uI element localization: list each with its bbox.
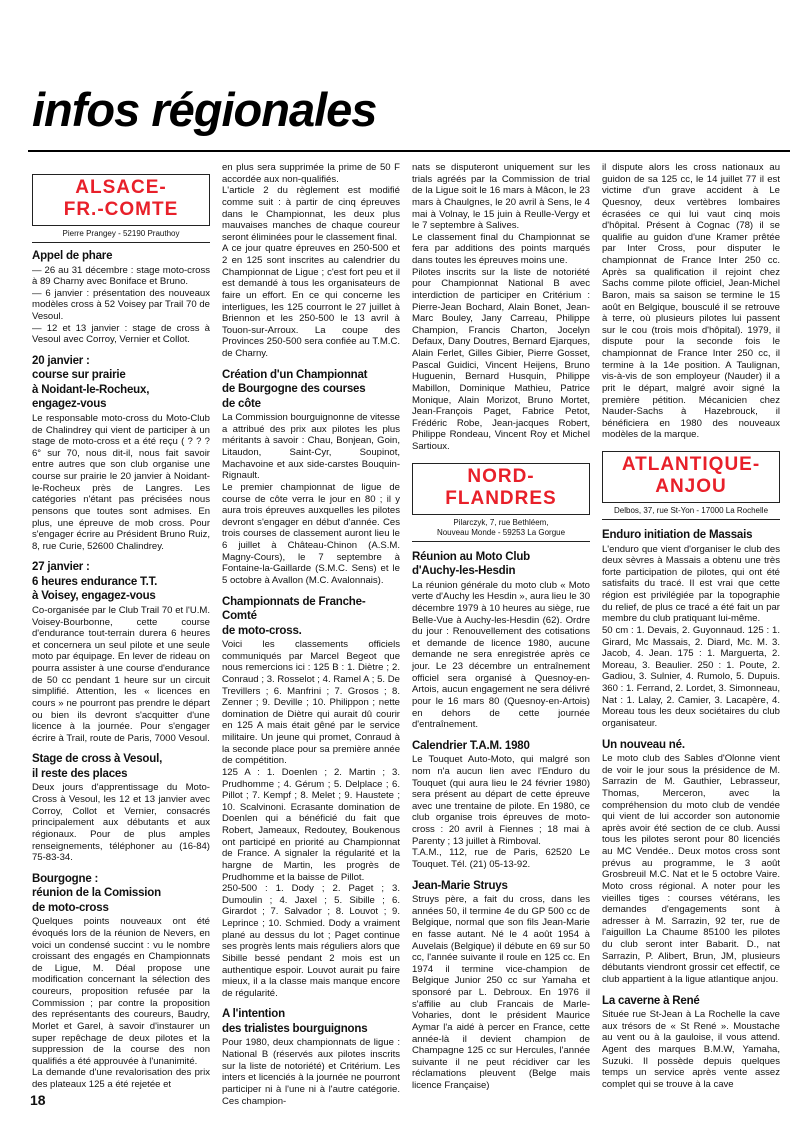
article-heading: Championnats de Franche-Comté de moto-cross. bbox=[222, 595, 366, 637]
article-heading: Réunion au Moto Club d'Auchy-les-Hesdin bbox=[412, 550, 531, 578]
article-text: La demande d'une revalorisation des prix des plateaux 125 a été rejetée et bbox=[32, 1067, 210, 1090]
article-text: il dispute alors les cross nationaux au guidon de sa 125 cc, le 14 juillet 77 il est victime d'un grave accident à Le Quesnoy, deux vertèbres lombaires écrasées ce qui lui vaut cinq mois d'hôpital. Présent à Cognac (78) il se qualifie au guidon d'une Kramer prêtée par Inter Cross, pour disputer le championnat de France Inter 250 cc. Après sa qualification il rejoint chez Sachs comme pilote officiel, Jean-Michel Baron, mais sa saison se termine le 15 août en Belgique, bousculé il se retrouve à terre, où plusieurs pilotes lui passent sur le cou (trois mois d'hôpital). 1979, il dispute pour la seconde fois le championnat de France Inter 250 cc, il termine à la 14e position. A Taulignan, vis-à-vis de son employeur (Nauder) il a prit le départ, malgré avoir signé la première pétition. Mécanicien chez Nauder-Sachs à Hazebrouck, il bénéficiera en 1980 des nouveaux modèles de la marque. bbox=[602, 162, 780, 441]
title-rule bbox=[28, 150, 790, 152]
article-text: Le moto club des Sables d'Olonne vient de voir le jour sous la présidence de M. Sarrazin de M. Gauthier, Lebrasseur, Thomas, Merceron, avec la compréhension du moto club de vendée qui vient de lui accorder son autonomie après avoir été section de ce club. Aussi tous les pilotes seront pour 80 licenciés au MC Vendée.. Deux motos cross sont prévus au programme, le 3 août Grosbreuil M.C. Nat et le 5 octobre Vaire. Moto cross régional. A noter pour les vieilles tiges : courses vétérans, les demandes d'engagements sont à adresser à M. Sarrazin, 92 ter, rue de l'aiguillon La Chaume 85100 les pilotes du club seront inter Babarit. D., nat Sarrazin, P. Alibert, Brun, JM, plusieurs débutants viendront grossir cet effectif, ce club appartient à la ligue atlantique anjou. bbox=[602, 753, 780, 985]
article-heading: Stage de cross à Vesoul, il reste des places bbox=[32, 753, 163, 780]
article-text: nats se disputeront uniquement sur les trials agréés par la Commission de trial de la Ligue soit le 16 mars à Mâcon, le 23 mars à Chaulgnes, le 20 avril à Sens, le 4 mai à Volnay, le 15 juin à Reulle-Vergy et le 7 septembre à Salives. bbox=[412, 162, 590, 232]
article-text: Le responsable moto-cross du Moto-Club de Chalindrey qui vient de participer à un stage de moto-cross et a été reçu ( ? ? ? 6° sur 70, nous dit-il, nous fait savoir entre autres que son club organise une course sur prairie le 20 janvier à Noidant-le-Rocheux près de Langres. Les catégories n'étant pas précisées nous pensons que toutes sont admises. En plus, une épreuve de mob cross. Pour s'engager écrire au Président Bruno Ruiz, 8, rue Curie, 52600 Chalindrey. bbox=[32, 412, 210, 552]
column-3 bbox=[412, 162, 590, 1092]
article-text: Pilotes inscrits sur la liste de notoriété pour Championnat National B avec interdiction de participer en Critérium : Pierre-Jean Bochard, Alain Bonet, Jean-Marc Bouley, Jany Carreau, Philippe Champion, Francis Charton, Jocelyn Defaux, Dany Doutres, Bernard Ejarques, Alain Ferlet, Gilles Gibier, Pierre Gosset, Pascal Guidici, Vincent Heijens, Bruno Huguenin, Bernard Husquin, Philippe Mabillon, Dominique Mathieu, Patrice Monique, Alain Morizot, Bruno Mortet, Jean-François Paget, Fabrice Petot, Frédéric Robe, Jean-jacques Robert, Philippe Rondeau, Vincent Roy et Michel Sartioux. bbox=[412, 266, 590, 452]
article-text: T.A.M., 112, rue de Paris, 62520 Le Touquet. Tél. (21) 05-13-92. bbox=[412, 847, 590, 870]
region-name-line-1: NORD- bbox=[467, 465, 535, 487]
article-text: Le Touquet Auto-Moto, qui malgré son nom n'a aucun lien avec l'Enduro du Touquet (qui aura lieu le 24 février 1980) sera présent au départ de cette épreuve avec une trentaine de pilote. En 1980, ce club organise trois épreuves de moto-cross : 20 avril à Fiennes ; 18 mai à Parenty ; 13 juillet à Rimboval. bbox=[412, 754, 590, 847]
article-text: La Commission bourguignonne de vitesse a attribué des prix aux pilotes les plus méritants à savoir : Chau, Bonjean, Goin, Litaudon, Saint-Cyr, Soupinot, Machavoine et aux side-carstes Bouquin-Rignault. bbox=[222, 412, 400, 482]
page-number: 18 bbox=[30, 1092, 46, 1108]
region-address: Pilarczyk, 7, rue Bethléem, Nouveau Monde - 59253 La Gorgue bbox=[412, 514, 590, 542]
article-text: — 26 au 31 décembre : stage moto-cross à 89 Charny avec Boniface et Bruno. bbox=[32, 264, 210, 288]
region-address: Pierre Prangey - 52190 Prauthoy bbox=[32, 225, 210, 243]
article-text: La réunion générale du moto club « Moto verte d'Auchy les Hesdin », aura lieu le 30 décembre 1979 à 10 heures au siège, rue Belle-Vue à Auchy-les-Hesdin (62). Ordre du jour : Renouvellement des cotisations et demande de licence 1980, aucune demande ne sera enregistrée après ce jour. Le 23 décembre un entraînement officiel sera organisé à Quesnoy-en-Artois, aucun engagement ne sera délivré pour le 16 mars 80 (Quesnoy-en-Artois) en dehors de cette journée d'entraînement. bbox=[412, 579, 591, 731]
article-text: L'article 2 du règlement est modifié comme suit : à partir de cinq épreuves dans le Championnat, les deux plus mauvaises manches de chaque coureur seront éliminées pour le classement final. bbox=[222, 185, 400, 243]
article-text: 125 A : 1. Doenlen ; 2. Martin ; 3. Prudhomme ; 4. Gérum ; 5. Delplace ; 6. Pillot ; 7. Kempf ; 8. Melet ; 9. Haustete ; 10. Scalvinoni. Ecrasante domination de Doenlen qui a bénéficié du fait que Robert, Jameaux, Redoutey, Boukenous ont participé en priorité au Championnat de France. A signaler la régularité et la hargne de Martin, les progrès de Prudhomme et la baisse de Pillot. bbox=[222, 766, 400, 883]
article-text: — 6 janvier : présentation des nouveaux modèles cross à 52 Voisey par Trail 70 de Vesoul. bbox=[32, 287, 210, 322]
article-text: Le premier championnat de ligue de course de côte verra le jour en 80 ; il y aura trois épreuves auxquelles les pilotes devront s'engager en début d'année. Ces trois courses de classement auront lieu le 6 juillet à Château-Chinon (A.S.M. Magny-Cours), le 7 septembre à Fontaine-la-Gaillarde (S.M.C. Sens) et le 5 octobre à Avallon (M.C. Avalonnais). bbox=[222, 481, 400, 586]
article-heading: Création d'un Championnat de Bourgogne des courses de côte bbox=[222, 368, 368, 410]
page-title: infos régionales bbox=[32, 83, 377, 136]
region-name-line-1: ATLANTIQUE- bbox=[621, 454, 761, 475]
column-2 bbox=[222, 162, 400, 1107]
article-text: Située rue St-Jean à La Rochelle la cave aux trésors de « St René ». Moustache au vent ou à la gauloise, il vous attend. Agent des marques B.M.W, Yamaha, Suzuki. Il possède depuis quelques temps un service après vente assez complet qui se trouve à la cave bbox=[602, 1009, 780, 1090]
region-name-line-1: ALSACE- bbox=[75, 177, 167, 198]
region-name-line-2: FLANDRES bbox=[445, 487, 557, 509]
article-text: 250-500 : 1. Dody ; 2. Paget ; 3. Dumoulin ; 4. Jaxel ; 5. Sibille ; 6. Girardot ; 7. Salvador ; 8. Louvot ; 9. Leprince ; 10. Schmied. Dody a vraiment plané au dessus du lot ; Paget continue ses progrès lents mais réguliers alors que Sibille bessé pendant 2 mois est un authentique espoir. Louvot aurait pu faire mieux, il a la classe mais manque encore de régularité. bbox=[222, 883, 400, 999]
region-header-nord bbox=[412, 463, 590, 514]
article-heading: 27 janvier : 6 heures endurance T.T. à Voisey, engagez-vous bbox=[32, 561, 158, 603]
article-heading: Enduro initiation de Massais bbox=[602, 529, 753, 541]
article-heading: Appel de phare bbox=[32, 250, 113, 262]
article-text: en plus sera supprimée la prime de 50 F accordée aux non-qualifiés. bbox=[222, 162, 400, 185]
article-text: Co-organisée par le Club Trail 70 et l'U.M. Voisey-Bourbonne, cette course d'endurance tout-terrain durera 6 heures et concernera un seul pilote et une seule moto par équipage. En lever de rideau on pourra assister à une course d'endurance de 50 cc pendant 1 heure sur un circuit simplifié. Attention, les « licences en cours » ne pourront pas prendre le départ ou bien ils devront s'acquitter d'une licence à la journée. Pour s'engager écrire à Trail, route de Paris, 7000 Vesoul. bbox=[32, 604, 210, 744]
column-4 bbox=[602, 162, 780, 1090]
region-address: Delbos, 37, rue St-Yon - 17000 La Rochelle bbox=[602, 502, 780, 520]
column-1 bbox=[32, 162, 210, 1091]
article-heading: Jean-Marie Struys bbox=[412, 879, 508, 892]
article-heading: Bourgogne : réunion de la Comission de moto-cross bbox=[32, 872, 161, 914]
article-heading: A l'intention des trialistes bourguignons bbox=[222, 1008, 368, 1035]
article-heading: La caverne à René bbox=[602, 994, 700, 1007]
region-name-line-2: FR.-COMTE bbox=[63, 199, 179, 220]
region-header-alsace bbox=[32, 174, 210, 225]
article-text: Struys père, a fait du cross, dans les années 50, il termine 4e du GP 500 cc de Belgique, normal que son fils Jean-Marie en fasse autant. Né le 4 août 1954 à Auvelais (Belgique) il débute en 69 sur 50 cc, l'année suivante il roule en 125 cc. En 1974 il termine vice-champion de Belgique Junior 250 cc sur Yamaha et sponsoré par L. Debroux. En 1976 il s'affilie au club Francais de Marle-Voharies, dont le président Maurice Aymar l'a aidé à percer en France, cette année-là il devient champion de Champagne 125 cc sur Hercules, l'année suivante il ne peut récidiver car les réclamations pleuvent (Belge mais licence Française) bbox=[412, 894, 590, 1091]
article-text: 50 cm : 1. Devais, 2. Guyonnaud. 125 : 1. Girard, Mc Massais, 2. Diard, Mc. M. 3. Jacob, 4. Jean. 175 : 1. Marguerta, 2. Moreau, 3. Beaulier. 250 : 1. Poute, 2. Gadiou, 3. Sulnier, 4. Rumolo, 5. Dupuis. 360 : 1. Ferrand, 2. Lordet, 3. Simonneau, Nat : 1. Lalay, 2. Camier, 3. Lacapère, 4. Moreau tous les deux sociétaires du club organisateur. bbox=[602, 624, 780, 729]
article-text: A ce jour quatre épreuves en 250-500 et 2 en 125 sont inscrites au calendrier du Championnat de Ligue ; c'est fort peu et il est demandé à tous les organisateurs de faire un effort. En ce qui concerne les interligues, les 125 courront le 27 juillet à Briennon et les 250-500 le 13 avril à Touon-sur-Arroux. La coupe des Provinces 250-500 sera confiée au T.M.C. de Charny. bbox=[222, 243, 400, 359]
article-heading: 20 janvier : course sur prairie à Noidant-le-Rocheux, engagez-vous bbox=[32, 354, 150, 411]
region-header-atlantique bbox=[602, 451, 780, 502]
article-text: — 12 et 13 janvier : stage de cross à Vesoul avec Corroy, Vernier et Collot. bbox=[32, 322, 210, 346]
article-text: Voici les classements officiels communiqués par Marcel Begeot que nous remercions ici : 125 B : 1. Diètre ; 2. Conraud ; 3. Rosselot ; 4. Ramel A ; 5. De Trevillers ; 6. Manfrini ; 7. Grosos ; 8. Zenner ; 9. Deville ; 10. Philippon ; nette domination de Diètre qui aurait dû courir en 125 A mais était gêné par le service militaire. Un jeune qui promet, Conraud à la seconde place pour sa première année de compétition. bbox=[222, 639, 400, 767]
article-text: Le classement final du Championnat se fera par additions des points marqués dans toutes les épreuves moins une. bbox=[412, 231, 590, 266]
region-name-line-2: ANJOU bbox=[655, 476, 727, 497]
article-heading: Un nouveau né. bbox=[602, 738, 685, 751]
article-text: Pour 1980, deux championnats de ligue : National B (réservés aux pilotes inscrits sur la liste de notoriété) et Critérium. Les inters et licenciés à la journée ne pourront participer ni à l'une ni à l'autre catégorie. Ces champion- bbox=[222, 1037, 400, 1107]
article-heading: Calendrier T.A.M. 1980 bbox=[412, 739, 530, 752]
article-text: L'enduro que vient d'organiser le club des deux sèvres à Massais a obtenu une très forte participation de pilotes, qui ont été satisfaits du tracé. Il est vrai que cette région est privilégiée par la topographie du relief, de plus ce tracé a été fait un par membre du club pratiquant lui-même. bbox=[602, 543, 780, 625]
article-text: Deux jours d'apprentissage du Moto-Cross à Vesoul, les 12 et 13 janvier avec Corroy, Collot et Vernier, consacrés principalement aux débutants et aux régionaux. Pour de plus amples renseignements, téléphoner au (16-84) 75-83-34. bbox=[32, 782, 210, 864]
article-text: Quelques points nouveaux ont été évoqués lors de la réunion de Nevers, en voici un condensé succint : vu le nombre croissant des engagés en Championnats de Ligue, M. Déal propose une modification concernant la sélection des coureurs, proposition refusée par la Commission ; par contre la proposition des représentants des coureurs, Baudry, Morlet et Garel, à savoir d'instaurer un super repêchage de deux pilotes et la suppression de la course des non qualifiés a été approuvée à l'unanimité. bbox=[32, 916, 210, 1067]
